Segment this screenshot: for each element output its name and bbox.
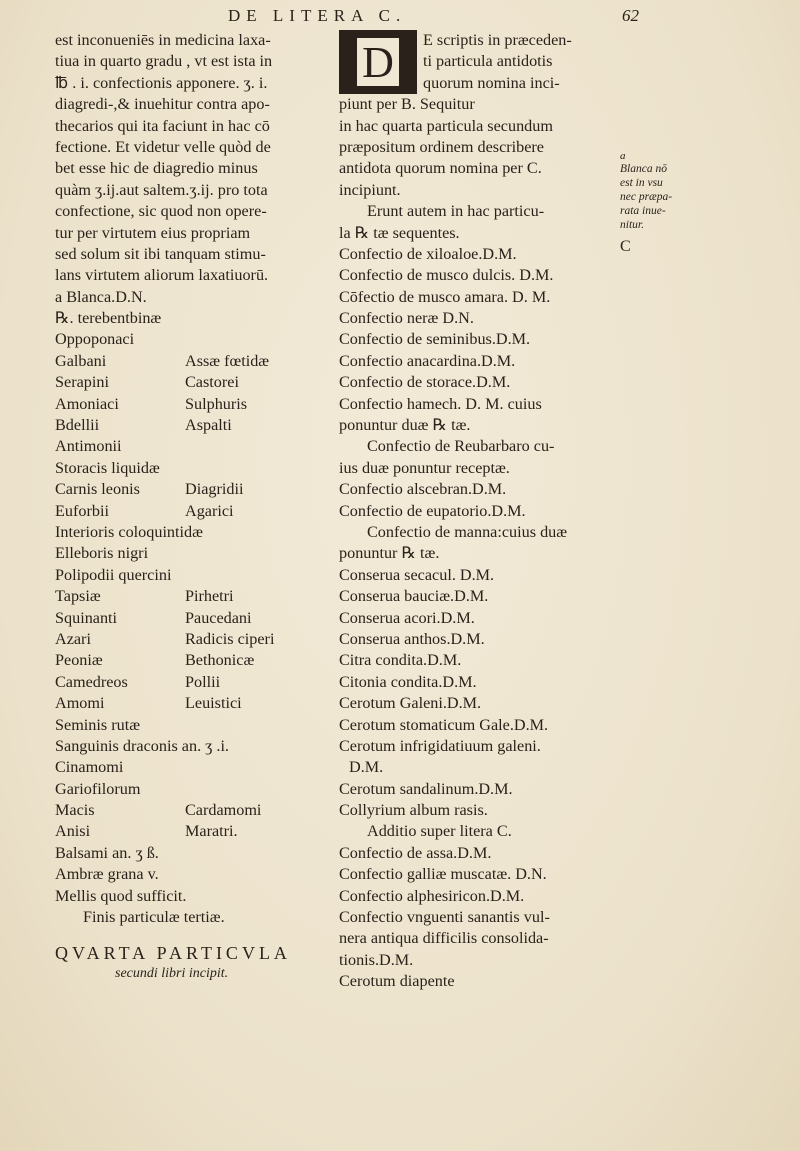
ingredient: Bdellii (55, 416, 100, 435)
text-line: Additio super litera C. (367, 822, 512, 841)
text-line: D.M. (349, 758, 384, 777)
text-line: Cerotum Galeni.D.M. (339, 694, 482, 713)
ingredient: Amoniaci (55, 394, 119, 413)
text-line: a Blanca.D.N. (55, 287, 147, 306)
text-line: Gariofilorum (55, 779, 141, 798)
text-line: Confectio de eupatorio.D.M. (339, 501, 526, 520)
ingredient: Assæ fœtidæ (185, 351, 270, 370)
text-line: lans virtutem aliorum laxatiuorū. (55, 266, 269, 285)
ingredient-row (55, 650, 325, 671)
text-line: Sanguinis draconis an. ʒ .i. (55, 736, 229, 755)
ingredient: Tapsiæ (55, 587, 101, 606)
text-line: ℞. terebentbinæ (55, 309, 162, 328)
text-line: la ℞ tæ sequentes. (339, 223, 460, 242)
text-line: bet esse hic de diagredio minus (55, 159, 258, 178)
ingredient-row (55, 586, 325, 607)
ingredient-row (55, 501, 325, 522)
running-head (0, 6, 800, 30)
text-line: Polipodii quercini (55, 565, 172, 584)
text-line: Confectio de assa.D.M. (339, 843, 492, 862)
text-line: Confectio de storace.D.M. (339, 373, 511, 392)
text-line: ius duæ ponuntur receptæ. (339, 458, 510, 477)
text-line: ℔ . i. confectionis apponere. ʒ. i. (55, 73, 268, 92)
text-line: fectione. Et videtur velle quòd de (55, 137, 271, 156)
text-line: E scriptis in præceden- (423, 31, 572, 49)
text-line: piunt per B. Sequitur (339, 95, 475, 114)
text-line: Confectio de seminibus.D.M. (339, 330, 531, 349)
ingredient: Bethonicæ (185, 651, 255, 670)
text-line: in hac quarta particula secundum (339, 116, 553, 135)
text-line: nera antiqua difficilis consolida- (339, 929, 549, 948)
ingredient: Pirhetri (185, 587, 234, 606)
text-line: Conserua anthos.D.M. (339, 629, 485, 648)
text-line: Conserua secacul. D.M. (339, 565, 495, 584)
text-line: Balsami an. ʒ ß. (55, 843, 159, 862)
text-line: Citra condita.D.M. (339, 651, 462, 670)
ingredient: Carnis leonis (55, 480, 140, 499)
ingredient-row (55, 351, 325, 372)
text-line: diagredi-,& inuehitur contra apo- (55, 95, 270, 114)
ingredient: Agarici (185, 501, 234, 520)
text-line: Cerotum diapente (339, 972, 455, 991)
text-line: Citonia condita.D.M. (339, 672, 477, 691)
text-line: sed solum sit ibi tanquam stimu- (55, 244, 266, 263)
text-line: Confectio anacardina.D.M. (339, 351, 516, 370)
text-line: Confectio alphesiricon.D.M. (339, 886, 525, 905)
text-line: Oppoponaci (55, 330, 135, 349)
ingredient: Serapini (55, 373, 109, 392)
section-heading: QVARTA PARTICVLA (55, 943, 291, 964)
text-line: Seminis rutæ (55, 715, 140, 734)
drop-cap-letter: D (357, 38, 399, 86)
text-line: Confectio de manna:cuius duæ (367, 522, 568, 541)
text-line: Confectio de xiloaloe.D.M. (339, 244, 517, 263)
text-line: Elleboris nigri (55, 544, 149, 563)
text-line: Confectio vnguenti sanantis vul- (339, 908, 550, 927)
ingredient-row (55, 415, 325, 436)
text-line: Mellis quod sufficit. (55, 886, 187, 905)
text-line: Antimonii (55, 437, 122, 456)
ingredient-row (55, 629, 325, 650)
ingredient: Leuistici (185, 694, 242, 713)
ingredient-row (55, 672, 325, 693)
section-subheading: secundi libri incipit. (115, 966, 229, 982)
text-line: Conserua bauciæ.D.M. (339, 587, 489, 606)
text-line: quàm ʒ.ij.aut saltem.ʒ.ij. pro tota (55, 180, 268, 199)
text-line: Collyrium album rasis. (339, 801, 488, 820)
text-line: ti particula antidotis (423, 52, 553, 71)
ingredient: Azari (55, 629, 91, 648)
running-title: DE LITERA C. (228, 6, 407, 25)
ingredient: Camedreos (55, 672, 128, 691)
text-line: Cōfectio de musco amara. D. M. (339, 287, 551, 306)
text-line: Finis particulæ tertiæ. (83, 908, 225, 927)
text-line: antidota quorum nomina per C. (339, 159, 542, 178)
ingredient: Anisi (55, 822, 91, 841)
margin-note-line: rata inue- (620, 205, 666, 217)
ingredient: Radicis ciperi (185, 629, 275, 648)
ingredient: Squinanti (55, 608, 118, 627)
ingredient-row (55, 800, 325, 821)
text-line: præpositum ordinem describere (339, 137, 544, 156)
text-line: est inconueniēs in medicina laxa- (55, 31, 271, 49)
ingredient-row (55, 372, 325, 393)
text-line: incipiunt. (339, 180, 401, 199)
text-line: Cinamomi (55, 758, 124, 777)
margin-notes (620, 150, 690, 256)
text-line: Confectio hamech. D. M. cuius (339, 394, 542, 413)
ingredient-row (55, 608, 325, 629)
ingredient: Galbani (55, 351, 107, 370)
ingredient: Aspalti (185, 416, 232, 435)
folio-number: 62 (622, 6, 639, 25)
text-line: ponuntur duæ ℞ tæ. (339, 416, 471, 435)
text-line: Interioris coloquintidæ (55, 522, 203, 541)
ingredient: Sulphuris (185, 394, 248, 413)
margin-note-letter: a (620, 150, 626, 162)
text-line: Conserua acori.D.M. (339, 608, 475, 627)
ingredient-row (55, 693, 325, 714)
text-line: Confectio de Reubarbaro cu- (367, 437, 555, 456)
ingredient: Euforbii (55, 501, 109, 520)
text-line: confectione, sic quod non opere- (55, 202, 267, 221)
ingredient: Amomi (55, 694, 105, 713)
left-column (55, 30, 325, 984)
text-line: ponuntur ℞ tæ. (339, 544, 440, 563)
ingredient: Pollii (185, 672, 221, 691)
ingredient: Diagridii (185, 480, 244, 499)
text-line: Confectio galliæ muscatæ. D.N. (339, 865, 547, 884)
text-line: Ambræ grana v. (55, 865, 159, 884)
ingredient-row (55, 479, 325, 500)
text-line: Storacis liquidæ (55, 458, 160, 477)
text-line: Cerotum stomaticum Gale.D.M. (339, 715, 549, 734)
ingredient: Maratri. (185, 822, 238, 841)
text-line: Confectio alscebran.D.M. (339, 480, 507, 499)
ingredient: Castorei (185, 373, 239, 392)
text-line: tiua in quarto gradu , vt est ista in (55, 52, 273, 71)
drop-cap-ornament (339, 30, 417, 94)
ingredient: Macis (55, 801, 95, 820)
text-line: quorum nomina inci- (423, 73, 560, 92)
text-line: tur per virtutem eius propriam (55, 223, 251, 242)
text-line: Cerotum infrigidatiuum galeni. (339, 736, 541, 755)
ingredient: Paucedani (185, 608, 252, 627)
text-line: Confectio neræ D.N. (339, 309, 474, 328)
text-line: Cerotum sandalinum.D.M. (339, 779, 513, 798)
margin-note-line: Blanca nō (620, 163, 667, 175)
ingredient: Peoniæ (55, 651, 103, 670)
text-line: Erunt autem in hac particu- (367, 202, 545, 221)
ingredient-row (55, 821, 325, 842)
ingredient: Cardamomi (185, 801, 262, 820)
margin-note-line: nitur. (620, 219, 644, 231)
ingredient-row (55, 394, 325, 415)
text-line: thecarios qui ita faciunt in hac cō (55, 116, 270, 135)
text-line: Confectio de musco dulcis. D.M. (339, 266, 554, 285)
margin-note-line: est in vsu (620, 177, 663, 189)
text-line: tionis.D.M. (339, 950, 414, 969)
right-column (339, 30, 619, 993)
margin-mark: C (620, 238, 631, 255)
margin-note-line: nec præpa- (620, 191, 673, 203)
